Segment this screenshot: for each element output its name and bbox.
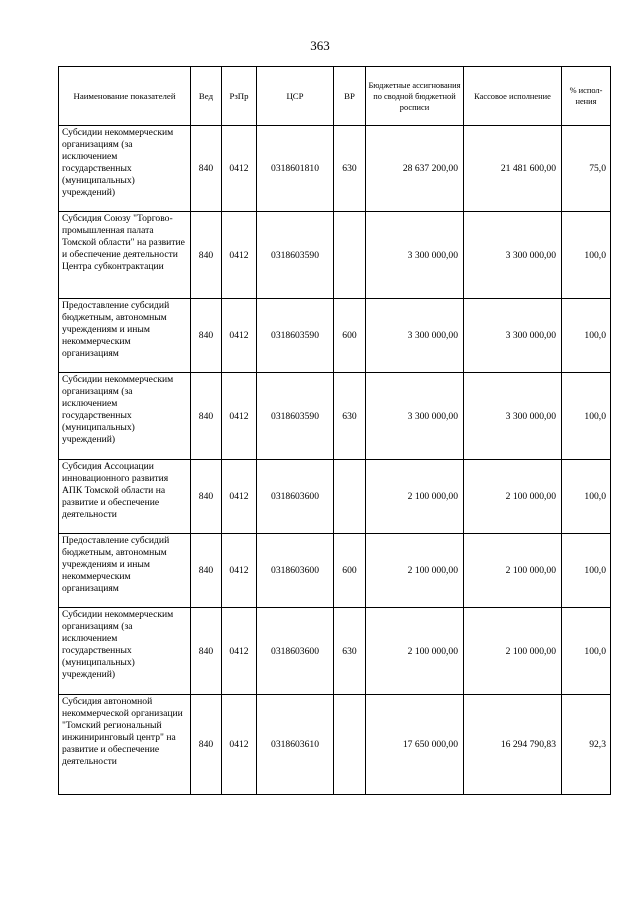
row-budget: 17 650 000,00 <box>366 695 464 795</box>
row-vr <box>334 212 366 299</box>
row-ved: 840 <box>191 299 222 373</box>
row-csr: 0318603610 <box>257 695 334 795</box>
budget-execution-table <box>58 66 611 795</box>
row-budget: 3 300 000,00 <box>366 212 464 299</box>
row-budget: 2 100 000,00 <box>366 608 464 695</box>
header-cash: Кассовое исполнение <box>464 67 562 126</box>
header-csr: ЦСР <box>257 67 334 126</box>
row-rzpr: 0412 <box>222 534 257 608</box>
row-pct: 100,0 <box>562 460 611 534</box>
row-ved: 840 <box>191 608 222 695</box>
table-row <box>59 608 611 695</box>
table-row <box>59 534 611 608</box>
row-vr: 600 <box>334 299 366 373</box>
table-row <box>59 460 611 534</box>
row-budget: 3 300 000,00 <box>366 299 464 373</box>
row-name: Предоставление субсидий бюджетным, автономным учреждениям и иным некоммерческим организациям <box>59 534 191 608</box>
row-vr <box>334 460 366 534</box>
row-rzpr: 0412 <box>222 212 257 299</box>
table-row <box>59 373 611 460</box>
row-cash: 2 100 000,00 <box>464 608 562 695</box>
header-budget: Бюджетные ассигнования по сводной бюджетной росписи <box>366 67 464 126</box>
row-budget: 2 100 000,00 <box>366 460 464 534</box>
row-cash: 21 481 600,00 <box>464 126 562 212</box>
row-pct: 100,0 <box>562 534 611 608</box>
row-vr: 630 <box>334 608 366 695</box>
row-csr: 0318603590 <box>257 373 334 460</box>
row-pct: 75,0 <box>562 126 611 212</box>
row-cash: 3 300 000,00 <box>464 373 562 460</box>
row-budget: 28 637 200,00 <box>366 126 464 212</box>
row-vr: 600 <box>334 534 366 608</box>
row-pct: 100,0 <box>562 212 611 299</box>
row-pct: 100,0 <box>562 299 611 373</box>
table-row <box>59 126 611 212</box>
row-rzpr: 0412 <box>222 126 257 212</box>
row-rzpr: 0412 <box>222 695 257 795</box>
row-ved: 840 <box>191 126 222 212</box>
row-ved: 840 <box>191 695 222 795</box>
page-number: 363 <box>310 38 330 53</box>
row-name: Субсидия автономной некоммерческой организации "Томский региональный инжиниринговый центр" на развитие и обеспечение деятельности <box>59 695 191 795</box>
row-name: Субсидия Ассоциации инновационного развития АПК Томской области на развитие и обеспечение деятельности <box>59 460 191 534</box>
table-row <box>59 695 611 795</box>
header-name: Наименование показателей <box>59 67 191 126</box>
row-cash: 3 300 000,00 <box>464 212 562 299</box>
row-cash: 2 100 000,00 <box>464 460 562 534</box>
row-vr <box>334 695 366 795</box>
row-name: Субсидии некоммерческим организациям (за исключением государственных (муниципальных) учреждений) <box>59 373 191 460</box>
header-vr: ВР <box>334 67 366 126</box>
row-csr: 0318603600 <box>257 460 334 534</box>
row-pct: 100,0 <box>562 608 611 695</box>
row-cash: 16 294 790,83 <box>464 695 562 795</box>
row-pct: 92,3 <box>562 695 611 795</box>
row-csr: 0318603590 <box>257 299 334 373</box>
row-cash: 2 100 000,00 <box>464 534 562 608</box>
row-name: Субсидии некоммерческим организациям (за исключением государственных (муниципальных) учреждений) <box>59 126 191 212</box>
table-row <box>59 212 611 299</box>
header-rzpr: РзПр <box>222 67 257 126</box>
row-csr: 0318603600 <box>257 608 334 695</box>
row-csr: 0318603600 <box>257 534 334 608</box>
row-ved: 840 <box>191 212 222 299</box>
row-budget: 3 300 000,00 <box>366 373 464 460</box>
row-ved: 840 <box>191 460 222 534</box>
row-csr: 0318601810 <box>257 126 334 212</box>
row-rzpr: 0412 <box>222 299 257 373</box>
row-vr: 630 <box>334 126 366 212</box>
header-ved: Вед <box>191 67 222 126</box>
table-header-row <box>59 67 611 126</box>
row-vr: 630 <box>334 373 366 460</box>
row-csr: 0318603590 <box>257 212 334 299</box>
row-ved: 840 <box>191 534 222 608</box>
header-pct: % испол-нения <box>562 67 611 126</box>
row-name: Субсидии некоммерческим организациям (за исключением государственных (муниципальных) учреждений) <box>59 608 191 695</box>
row-pct: 100,0 <box>562 373 611 460</box>
row-name: Предоставление субсидий бюджетным, автономным учреждениям и иным некоммерческим организациям <box>59 299 191 373</box>
row-name: Субсидия Союзу "Торгово-промышленная палата Томской области" на развитие и обеспечение деятельности Центра субконтрактации <box>59 212 191 299</box>
row-cash: 3 300 000,00 <box>464 299 562 373</box>
row-ved: 840 <box>191 373 222 460</box>
row-budget: 2 100 000,00 <box>366 534 464 608</box>
row-rzpr: 0412 <box>222 460 257 534</box>
table-row <box>59 299 611 373</box>
row-rzpr: 0412 <box>222 373 257 460</box>
row-rzpr: 0412 <box>222 608 257 695</box>
